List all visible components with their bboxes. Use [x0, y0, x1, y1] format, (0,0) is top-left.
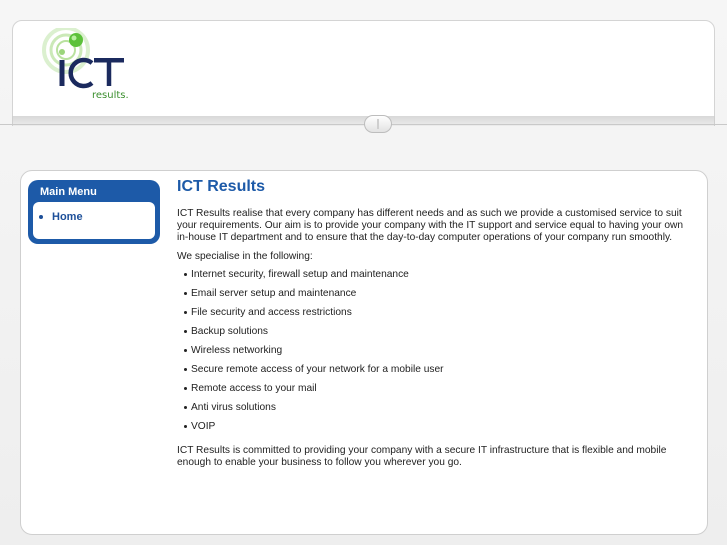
list-item: Anti virus solutions [177, 402, 697, 421]
specialise-heading: We specialise in the following: [177, 250, 313, 262]
bullet-icon [184, 387, 187, 390]
list-item: VOIP [177, 421, 697, 440]
list-item: Email server setup and maintenance [177, 288, 697, 307]
list-item: Remote access to your mail [177, 383, 697, 402]
bullet-icon [39, 215, 43, 219]
main-menu-list [33, 202, 155, 239]
services-list [177, 269, 697, 440]
sidebar-item-home[interactable] [39, 211, 83, 223]
list-item: Internet security, firewall setup and maintenance [177, 269, 697, 288]
collapse-handle-icon[interactable] [364, 115, 392, 133]
list-item: File security and access restrictions [177, 307, 697, 326]
bullet-icon [184, 273, 187, 276]
article [177, 178, 697, 475]
logo-subtext: results. [92, 90, 129, 101]
main-menu-title: Main Menu [40, 186, 97, 198]
page-title: ICT Results [177, 178, 266, 195]
list-item: Secure remote access of your network for a mobile user [177, 364, 697, 383]
bullet-icon [184, 349, 187, 352]
bullet-icon [184, 311, 187, 314]
closing-paragraph: ICT Results is committed to providing your company with a secure IT infrastructure that is flexible and mobile enough to enable your business to follow you wherever you go. [177, 444, 667, 469]
bullet-icon [184, 292, 187, 295]
bullet-icon [184, 425, 187, 428]
sidebar-item-label: Home [52, 211, 83, 223]
main-menu [28, 180, 160, 244]
bullet-icon [184, 368, 187, 371]
list-item: Wireless networking [177, 345, 697, 364]
list-item: Backup solutions [177, 326, 697, 345]
bullet-icon [184, 330, 187, 333]
bullet-icon [184, 406, 187, 409]
intro-paragraph: ICT Results realise that every company has different needs and as such we provide a customised service to suit your requirements. Our aim is to provide your company with the IT support and service equal to having your own in-house IT department and to ensure that the day-to-day computer operations of your company run smoothly. [177, 208, 684, 244]
